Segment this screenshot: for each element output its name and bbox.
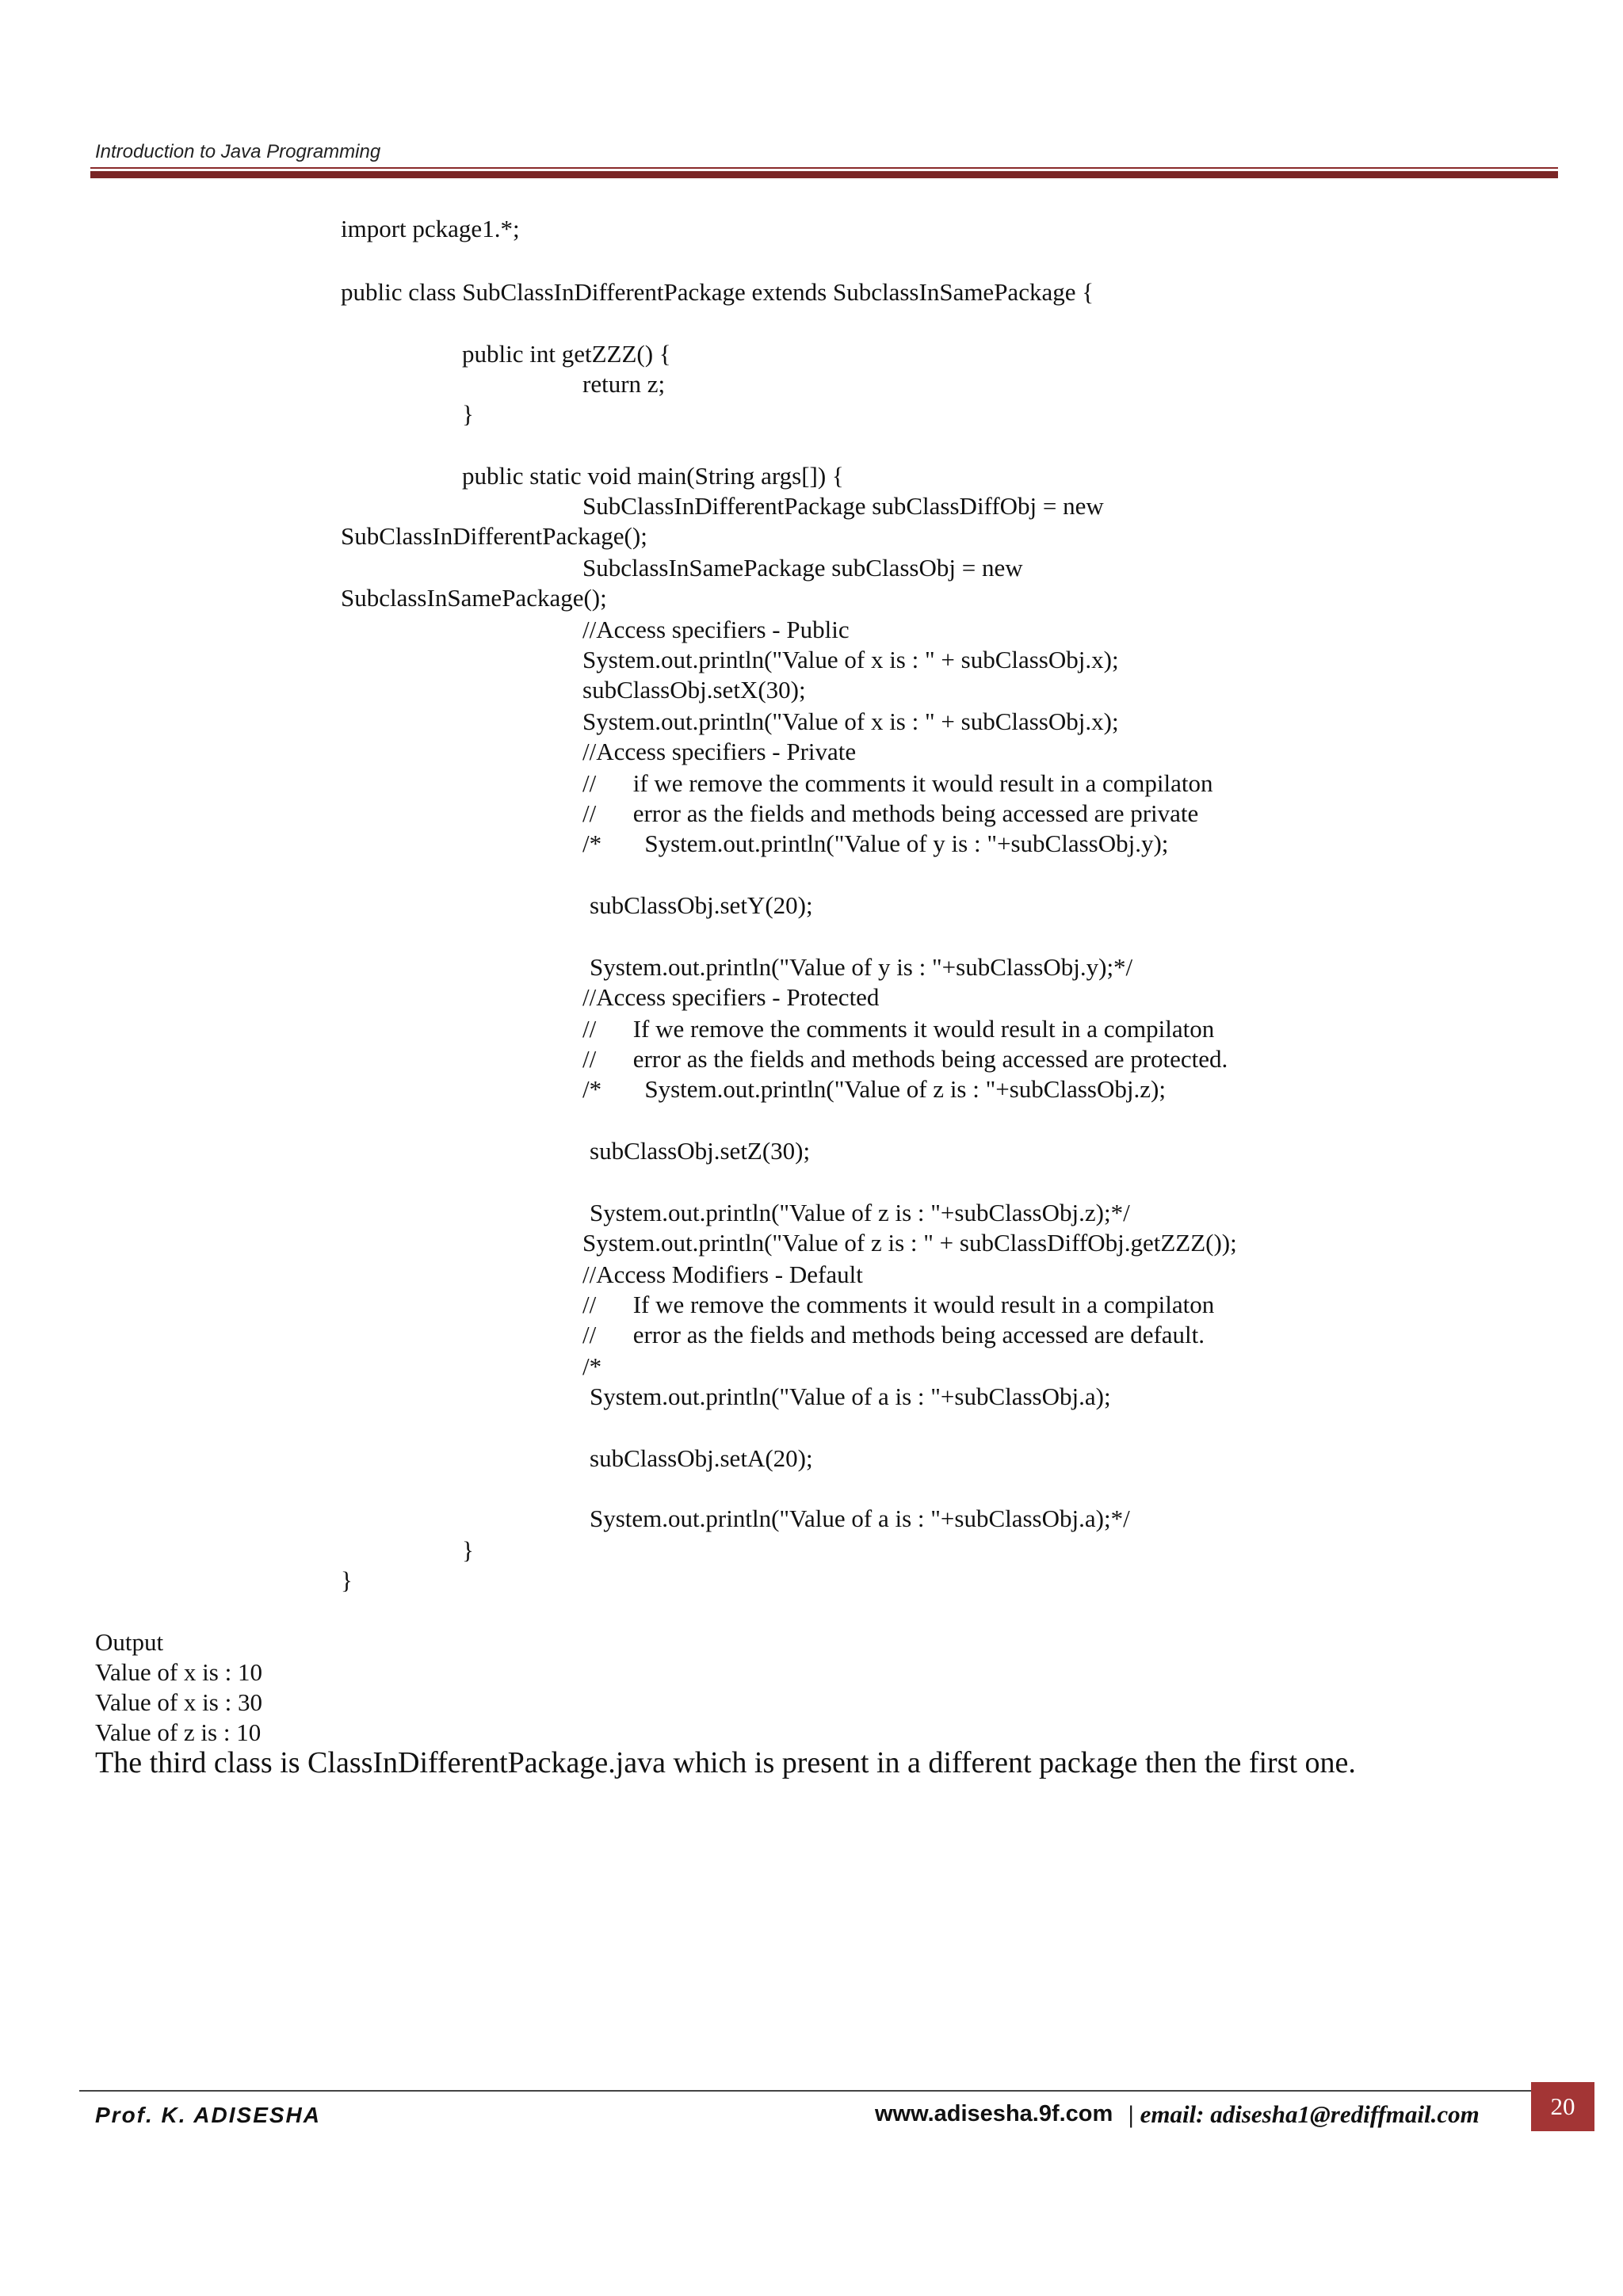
code-line: public static void main(String args[]) {	[462, 462, 844, 490]
code-line: System.out.println("Value of y is : "+subClassObj.y);*/	[590, 953, 1133, 981]
code-line: }	[462, 1536, 474, 1564]
output-line: Value of x is : 10	[95, 1658, 262, 1686]
code-line: public int getZZZ() {	[462, 340, 671, 368]
code-line: System.out.println("Value of z is : "+subClassObj.z);*/	[590, 1199, 1130, 1226]
code-line: // error as the fields and methods being accessed are protected.	[582, 1045, 1228, 1073]
code-line: public class SubClassInDifferentPackage extends SubclassInSamePackage {	[341, 278, 1094, 306]
code-line: /* System.out.println("Value of z is : "+subClassObj.z);	[582, 1075, 1166, 1103]
output-line: Value of z is : 10	[95, 1718, 262, 1746]
code-line: }	[341, 1566, 353, 1594]
code-line: System.out.println("Value of a is : "+subClassObj.a);*/	[590, 1505, 1130, 1532]
code-line: subClassObj.setA(20);	[590, 1444, 813, 1472]
code-line: // If we remove the comments it would result in a compilaton	[582, 1291, 1215, 1318]
code-line: //Access specifiers - Protected	[582, 983, 880, 1011]
code-line: // error as the fields and methods being accessed are private	[582, 799, 1199, 827]
code-line: return z;	[582, 370, 666, 398]
header-title: Introduction to Java Programming	[95, 141, 381, 162]
code-line: SubclassInSamePackage();	[341, 584, 607, 612]
code-line: System.out.println("Value of a is : "+subClassObj.a);	[590, 1383, 1111, 1410]
code-line: System.out.println("Value of x is : " + subClassObj.x);	[582, 707, 1119, 735]
code-line: // If we remove the comments it would result in a compilaton	[582, 1015, 1215, 1043]
code-line: subClassObj.setX(30);	[582, 676, 806, 704]
code-line: }	[462, 400, 474, 428]
code-line: //Access specifiers - Private	[582, 738, 857, 765]
code-line: //Access Modifiers - Default	[582, 1261, 863, 1288]
output-heading: Output	[95, 1628, 164, 1656]
closing-paragraph: The third class is ClassInDifferentPackage.java which is present in a different package then the first one.	[95, 1746, 1356, 1779]
footer-website: www.adisesha.9f.com	[875, 2101, 1113, 2126]
code-line: /* System.out.println("Value of y is : "+subClassObj.y);	[582, 830, 1169, 857]
code-line: // if we remove the comments it would result in a compilaton	[582, 769, 1213, 797]
output-line: Value of x is : 30	[95, 1688, 262, 1716]
code-line: SubClassInDifferentPackage();	[341, 522, 647, 550]
code-line: // error as the fields and methods being accessed are default.	[582, 1321, 1205, 1348]
code-line: subClassObj.setZ(30);	[590, 1137, 811, 1165]
footer-rule	[79, 2090, 1547, 2092]
code-line: //Access specifiers - Public	[582, 616, 850, 643]
header-rule-thick	[90, 171, 1558, 178]
code-line: subClassObj.setY(20);	[590, 891, 813, 919]
page-number: 20	[1531, 2082, 1594, 2131]
footer-author: Prof. K. ADISESHA	[95, 2103, 321, 2127]
code-line: SubclassInSamePackage subClassObj = new	[582, 554, 1023, 582]
code-line: System.out.println("Value of z is : " + subClassDiffObj.getZZZ());	[582, 1229, 1237, 1257]
header-rule	[90, 167, 1558, 169]
code-line: SubClassInDifferentPackage subClassDiffObj = new	[582, 492, 1104, 520]
footer-email: | email: adisesha1@rediffmail.com	[1128, 2100, 1480, 2128]
code-line: /*	[582, 1352, 602, 1380]
code-line: import pckage1.*;	[341, 215, 520, 242]
code-line: System.out.println("Value of x is : " + subClassObj.x);	[582, 646, 1119, 673]
